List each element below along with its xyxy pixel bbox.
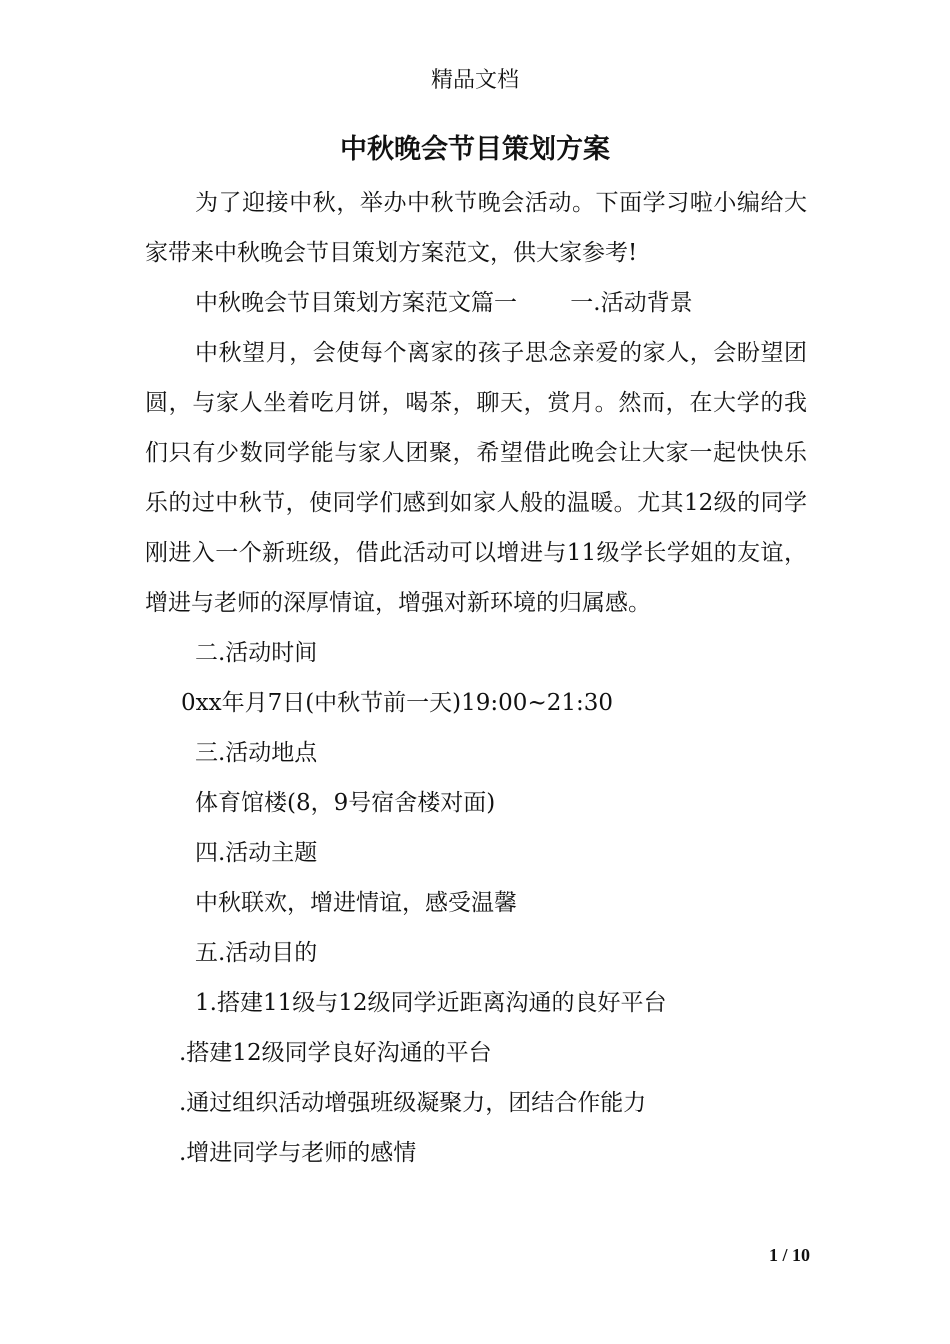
document-title: 中秋晚会节目策划方案 [340,134,610,165]
time-heading: 二.活动时间 [195,640,318,666]
page-header: 精品文档 [430,68,519,93]
time-value: 0xx年月7日(中秋节前一天)19:00~21:30 [181,690,613,716]
theme-heading: 四.活动主题 [195,840,318,866]
purpose-item-1: 1.搭建11级与12级同学近距离沟通的良好平台 [195,990,667,1016]
place-value: 体育馆楼(8，9号宿舍楼对面) [195,790,496,816]
page-number: 1 / 10 [768,1245,810,1265]
purpose-heading: 五.活动目的 [195,940,318,966]
purpose-item-2: .搭建12级同学良好沟通的平台 [179,1040,492,1066]
subtitle-paragraph: 中秋晚会节目策划方案范文篇一 一.活动背景 [195,290,693,316]
purpose-item-4: .增进同学与老师的感情 [179,1140,417,1166]
place-heading: 三.活动地点 [195,740,318,766]
intro-paragraph: 为了迎接中秋，举办中秋节晚会活动。下面学习啦小编给大家带来中秋晚会节目策划方案范文，供大家参考! [145,190,807,266]
document-body [145,178,807,1178]
background-paragraph: 中秋望月，会使每个离家的孩子思念亲爱的家人，会盼望团圆，与家人坐着吃月饼，喝茶，聊天，赏月。然而，在大学的我们只有少数同学能与家人团聚，希望借此晚会让大家一起快快乐乐的过中秋节，使同学们感到如家人般的温暖。尤其12级的同学刚进入一个新班级，借此活动可以增进与11级学长学姐的友谊，增进与老师的深厚情谊，增强对新环境的归属感。 [145,340,807,616]
theme-value: 中秋联欢，增进情谊，感受温馨 [195,890,517,916]
purpose-item-3: .通过组织活动增强班级凝聚力，团结合作能力 [179,1090,647,1116]
